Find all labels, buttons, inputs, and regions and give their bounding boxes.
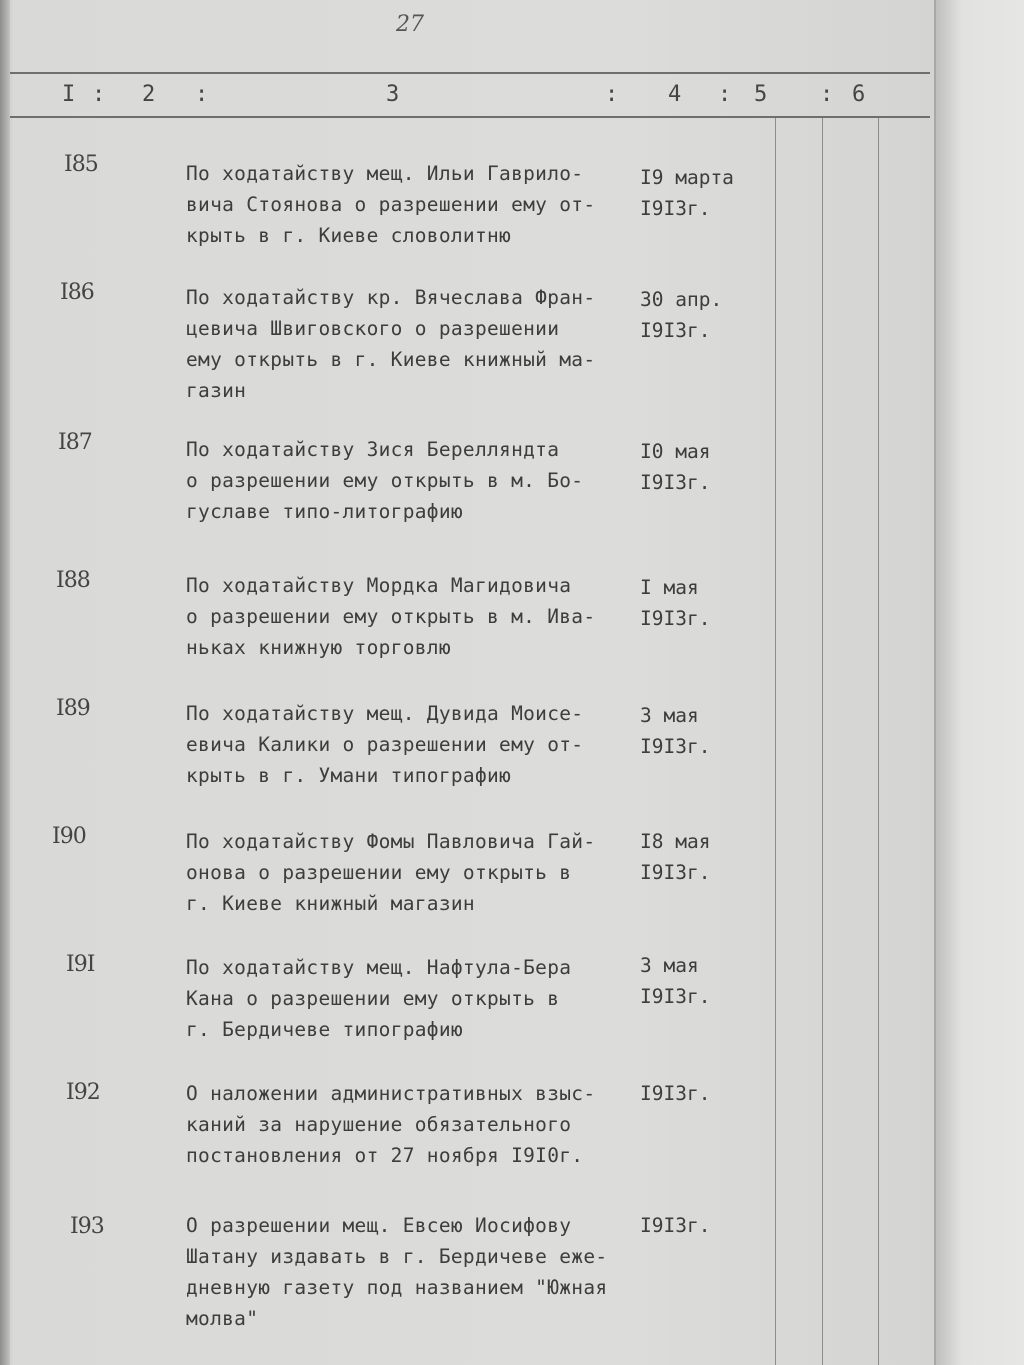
entry-number: I89 — [56, 696, 90, 721]
description-line: каний за нарушение обязательного — [186, 1113, 572, 1136]
entry-description — [186, 1210, 636, 1334]
header-rule-top — [10, 72, 930, 74]
description-line: гуславе типо-литографию — [186, 500, 463, 523]
description-line: г. Киеве книжный магазин — [186, 892, 475, 915]
page-binding-edge — [0, 0, 10, 1365]
description-line: дневную газету под названием "Южная — [186, 1276, 608, 1299]
date-line: 3 мая — [640, 954, 699, 977]
entry-description — [186, 698, 636, 791]
description-line: вича Стоянова о разрешении ему от- — [186, 193, 596, 216]
date-line: I9I3г. — [640, 985, 711, 1008]
entry-description — [186, 158, 636, 251]
description-line: г. Бердичеве типографию — [186, 1018, 463, 1041]
description-line: постановления от 27 ноября I9I0г. — [186, 1144, 584, 1167]
entry-number: I90 — [52, 824, 86, 849]
entry-number: I88 — [56, 568, 90, 593]
entry-date — [640, 700, 770, 762]
description-line: крыть в г. Умани типографию — [186, 764, 512, 787]
entry-number: I93 — [70, 1214, 104, 1239]
next-page-edge — [934, 0, 1024, 1365]
date-line: I9I3г. — [640, 1214, 711, 1237]
date-line: I9I3г. — [640, 735, 711, 758]
entry-number: I87 — [58, 430, 92, 455]
description-line: По ходатайству Зися Берелляндта — [186, 438, 560, 461]
column-header: 5 — [754, 82, 768, 107]
description-line: цевича Швиговского о разрешении — [186, 317, 560, 340]
entry-description — [186, 434, 636, 527]
date-line: I0 мая — [640, 440, 711, 463]
entry-description — [186, 282, 636, 406]
description-line: О наложении административных взыс- — [186, 1082, 596, 1105]
date-line: I9I3г. — [640, 471, 711, 494]
description-line: ему открыть в г. Киеве книжный ма- — [186, 348, 596, 371]
entry-number: I86 — [60, 280, 94, 305]
description-line: о разрешении ему открыть в м. Ива- — [186, 605, 596, 628]
description-line: крыть в г. Киеве словолитню — [186, 224, 512, 247]
date-line: 30 апр. — [640, 288, 723, 311]
column-separator: : — [718, 82, 732, 107]
date-line: I9I3г. — [640, 197, 711, 220]
description-line: о разрешении ему открыть в м. Бо- — [186, 469, 584, 492]
entry-description — [186, 1078, 636, 1171]
page-number: 27 — [396, 12, 424, 37]
description-line: молва" — [186, 1307, 259, 1330]
date-line: I9I3г. — [640, 319, 711, 342]
description-line: По ходатайству мещ. Дувида Моисе- — [186, 702, 584, 725]
entry-date — [640, 950, 770, 1012]
column-divider-6 — [878, 118, 879, 1365]
column-divider-4 — [775, 118, 776, 1365]
entry-number: I9I — [66, 952, 95, 977]
entry-description — [186, 952, 636, 1045]
description-line: По ходатайству Мордка Магидовича — [186, 574, 572, 597]
description-line: О разрешении мещ. Евсею Иосифову — [186, 1214, 572, 1237]
entry-date — [640, 436, 770, 498]
entry-date — [640, 572, 770, 634]
date-line: I9I3г. — [640, 861, 711, 884]
entry-date — [640, 1078, 770, 1109]
description-line: Кана о разрешении ему открыть в — [186, 987, 560, 1010]
column-header: I — [62, 82, 76, 107]
entry-number: I92 — [66, 1080, 100, 1105]
entry-number: I85 — [64, 152, 98, 177]
description-line: онова о разрешении ему открыть в — [186, 861, 572, 884]
column-separator: : — [92, 82, 106, 107]
column-header: 4 — [668, 82, 682, 107]
column-separator: : — [820, 82, 834, 107]
entry-date — [640, 826, 770, 888]
description-line: По ходатайству кр. Вячеслава Фран- — [186, 286, 596, 309]
date-line: I9 марта — [640, 166, 734, 189]
date-line: I8 мая — [640, 830, 711, 853]
description-line: По ходатайству мещ. Ильи Гаврило- — [186, 162, 584, 185]
date-line: I9I3г. — [640, 1082, 711, 1105]
date-line: I мая — [640, 576, 699, 599]
entry-date — [640, 162, 770, 224]
description-line: евича Калики о разрешении ему от- — [186, 733, 584, 756]
entry-description — [186, 826, 636, 919]
entry-date — [640, 284, 770, 346]
date-line: I9I3г. — [640, 607, 711, 630]
column-separator: : — [605, 82, 619, 107]
entry-date — [640, 1210, 770, 1241]
column-header: 6 — [852, 82, 866, 107]
date-line: 3 мая — [640, 704, 699, 727]
description-line: газин — [186, 379, 247, 402]
column-header: 2 — [142, 82, 156, 107]
description-line: По ходатайству Фомы Павловича Гай- — [186, 830, 596, 853]
description-line: По ходатайству мещ. Нафтула-Бера — [186, 956, 572, 979]
entry-description — [186, 570, 636, 663]
column-divider-5 — [822, 118, 823, 1365]
column-separator: : — [195, 82, 209, 107]
description-line: Шатану издавать в г. Бердичеве еже- — [186, 1245, 608, 1268]
description-line: ньках книжную торговлю — [186, 636, 451, 659]
column-header: 3 — [386, 82, 400, 107]
header-rule-bottom — [10, 116, 930, 118]
